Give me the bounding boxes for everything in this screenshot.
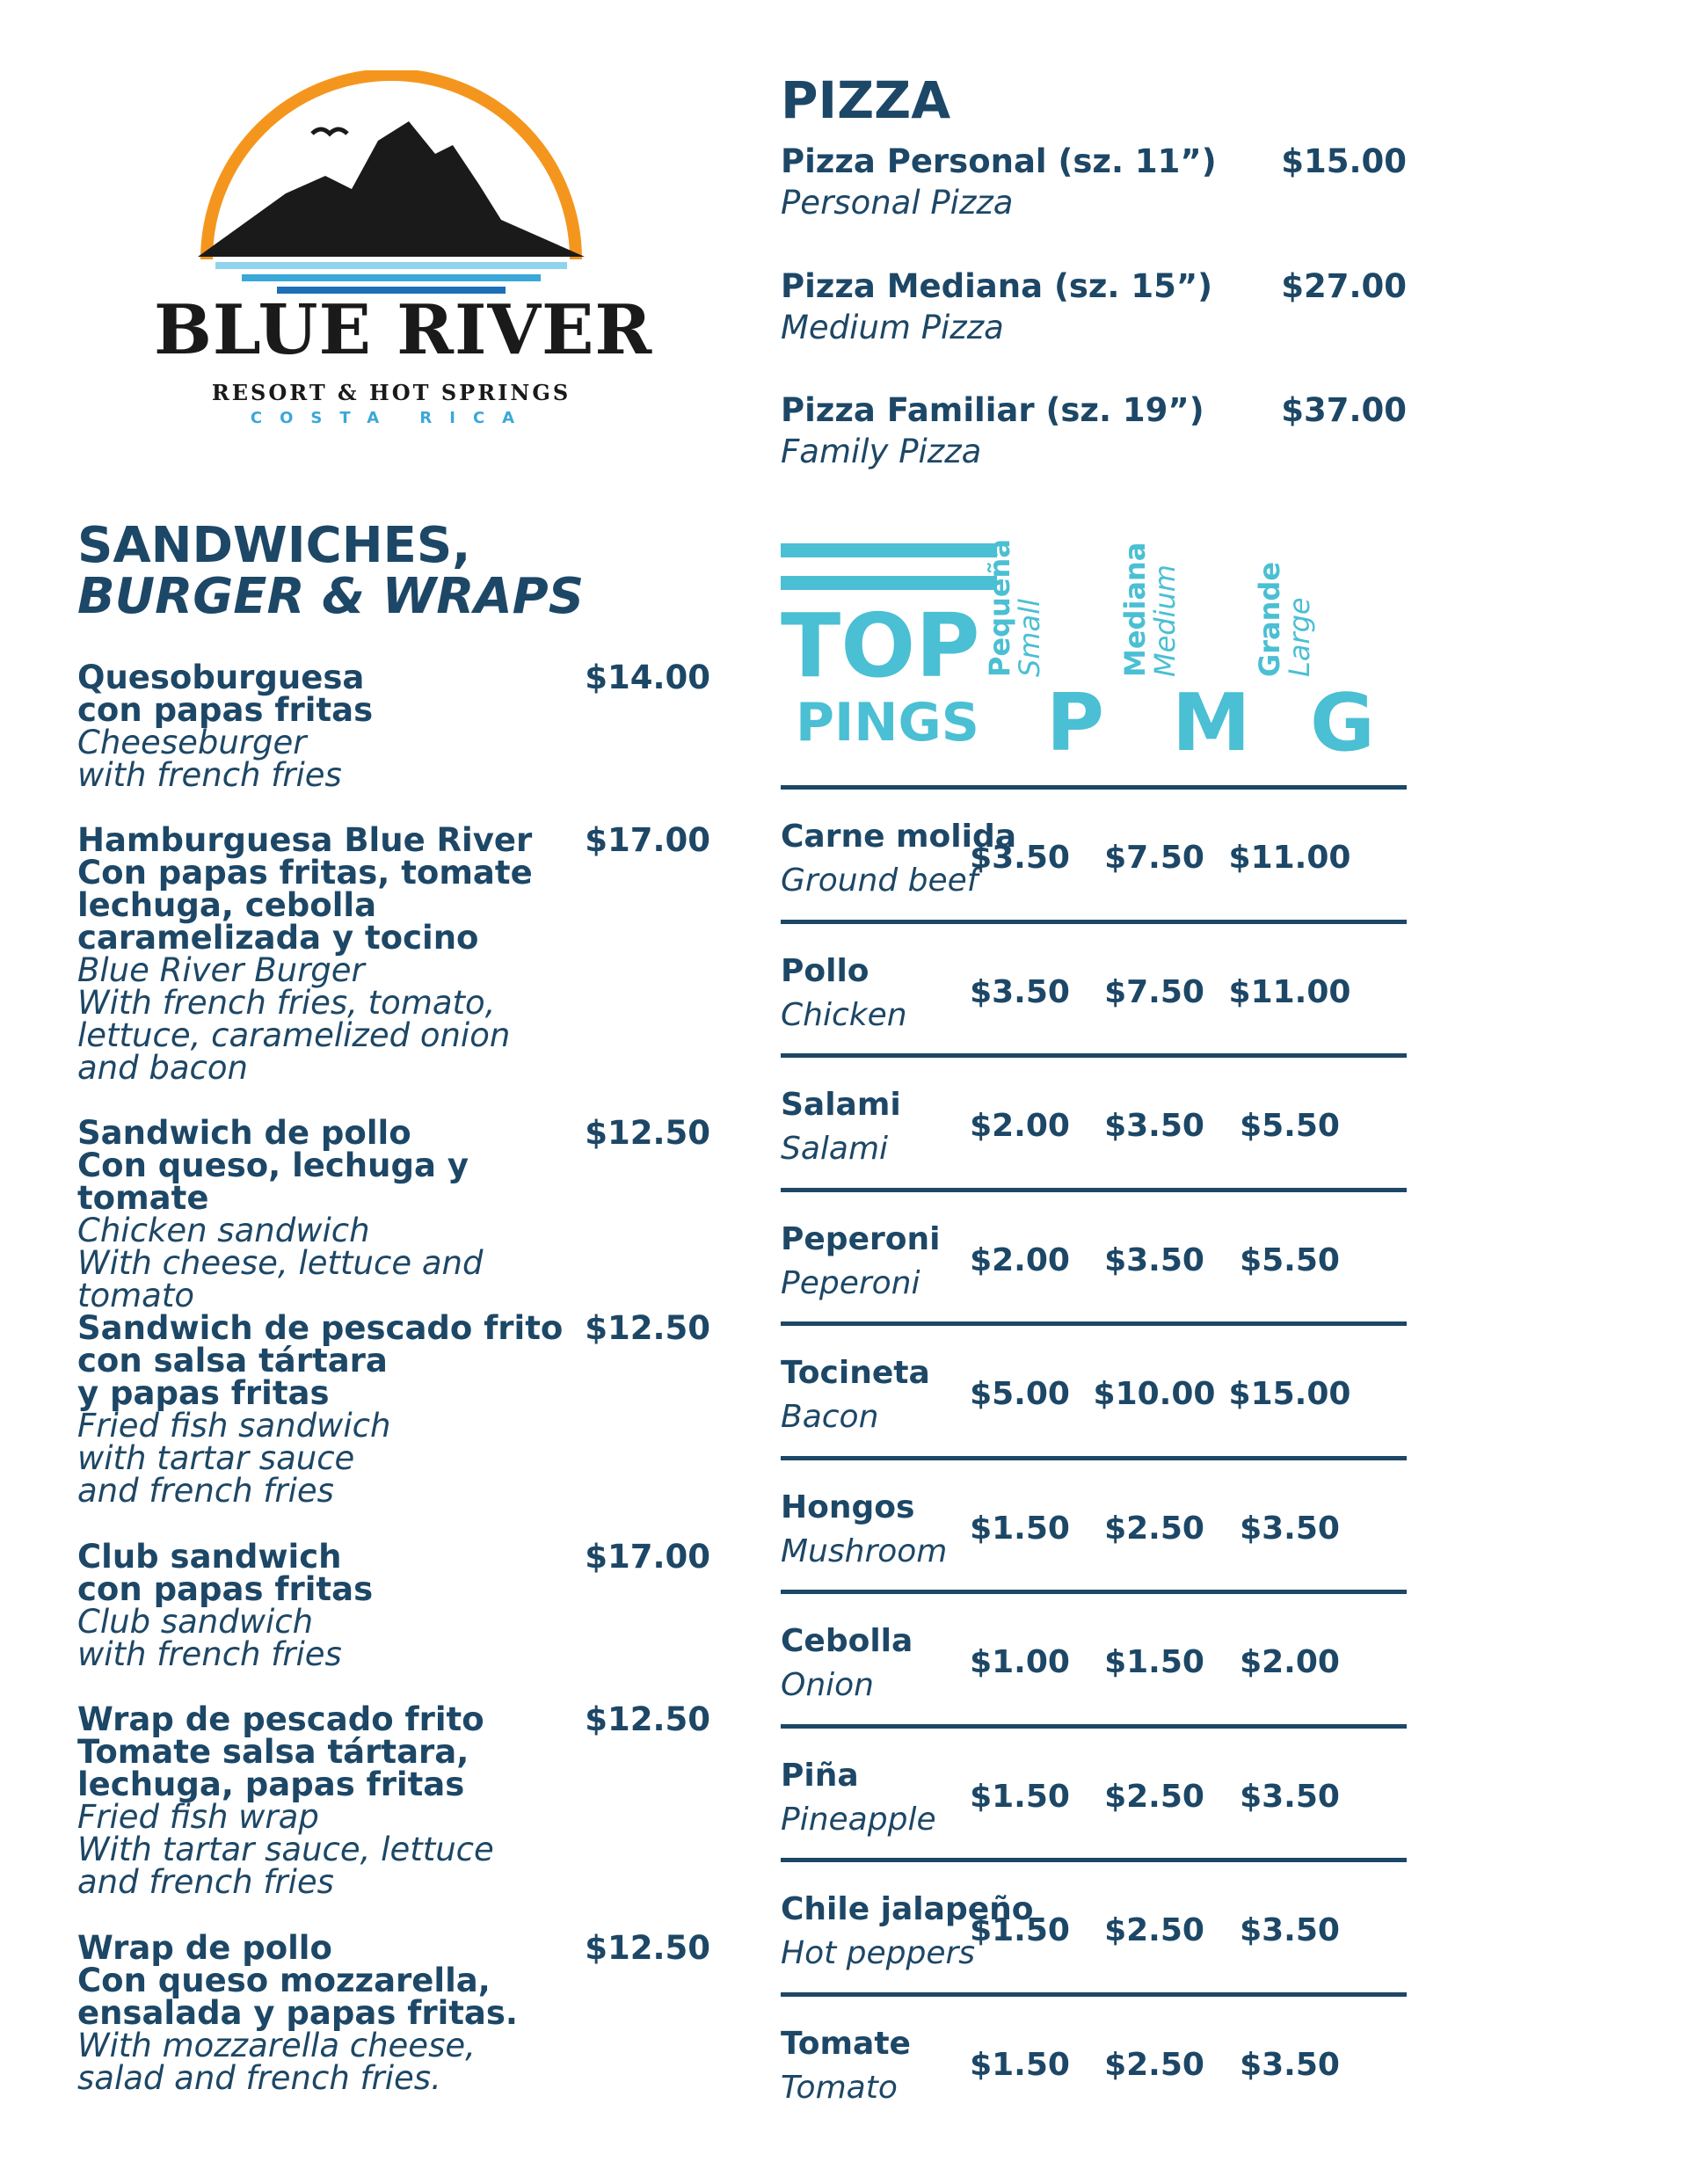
topping-price-g: $2.00 [1240,1644,1340,1680]
topping-name-en: Pineapple [781,1801,936,1838]
size-letter-large: G [1310,677,1375,769]
topping-price-g: $5.50 [1240,1241,1340,1278]
topping-name-es: Pollo [781,952,869,989]
item-price: $12.50 [585,1309,710,1347]
brand-subtitle: RESORT & HOT SPRINGS [211,380,571,405]
sandwiches-title [77,517,585,625]
item-name-es: Hamburguesa Blue River Con papas fritas, tomate lechuga, cebolla caramelizada y tocino [77,821,533,957]
pizza-price: $15.00 [1281,142,1407,180]
topping-price-g: $3.50 [1240,1778,1340,1815]
menu-item [77,659,710,794]
item-name-en: Fried fish sandwich with tartar sauce and french fries [77,1407,391,1510]
sandwiches-title-line2: BURGER & WRAPS [77,568,585,625]
item-name-en: Cheeseburger with french fries [77,724,342,794]
topping-price-m: $2.50 [1104,2046,1204,2083]
topping-price-g: $5.50 [1240,1108,1340,1144]
menu-item [77,1309,710,1510]
menu-item [77,1929,710,2097]
pizza-name: Pizza Mediana (sz. 15”) [781,267,1213,305]
topping-price-g: $3.50 [1240,1912,1340,1948]
pizza-name: Pizza Familiar (sz. 19”) [781,391,1204,429]
topping-price-p: $1.50 [970,1912,1070,1948]
topping-price-m: $2.50 [1104,1912,1204,1948]
topping-name-es: Cebolla [781,1623,913,1659]
size-label-es: Grande [1253,561,1286,677]
sandwiches-title-line1: SANDWICHES, [77,517,471,574]
item-name-en: Blue River Burger With french fries, tomato, lettuce, caramelized onion and bacon [77,951,511,1087]
topping-name-es: Tocineta [781,1355,930,1391]
table-row [781,1456,1407,1590]
topping-name-es: Chile jalapeño [781,1891,1034,1927]
size-label-en: Small [1013,599,1046,677]
table-row [781,1188,1407,1321]
topping-price-m: $3.50 [1104,1241,1204,1278]
pizza-title: PIZZA [781,70,951,130]
table-row [781,1053,1407,1187]
topping-name-en: Onion [781,1667,874,1703]
pizza-price: $27.00 [1281,267,1407,305]
toppings-title-top: TOP [781,594,980,697]
pizza-item [781,141,1407,223]
item-price: $17.00 [585,821,710,859]
size-label-es: Mediana [1118,542,1152,677]
topping-price-m: $10.00 [1093,1376,1216,1412]
pizza-price: $37.00 [1281,391,1407,429]
pizza-name-en: Personal Pizza [781,184,1014,222]
item-price: $12.50 [585,1114,710,1152]
table-row [781,1724,1407,1858]
topping-name-en: Salami [781,1131,889,1167]
brand-logo [154,70,653,440]
topping-price-m: $7.50 [1104,973,1204,1010]
topping-price-g: $11.00 [1228,840,1351,876]
table-row [781,1321,1407,1455]
pizza-name-en: Family Pizza [781,433,982,470]
item-price: $17.00 [585,1538,710,1576]
topping-price-p: $1.00 [970,1644,1070,1680]
topping-price-g: $3.50 [1240,2046,1340,2083]
size-label-en: Medium [1148,564,1182,677]
mountain-sun-icon [154,70,629,299]
topping-price-g: $11.00 [1228,973,1351,1010]
topping-price-m: $1.50 [1104,1644,1204,1680]
menu-item [77,1700,710,1901]
topping-price-p: $1.50 [970,1510,1070,1547]
item-price: $14.00 [585,659,710,696]
topping-price-m: $3.50 [1104,1108,1204,1144]
topping-name-en: Peperoni [781,1264,920,1301]
topping-price-p: $2.00 [970,1108,1070,1144]
topping-name-es: Salami [781,1087,901,1123]
topping-name-en: Tomato [781,2069,898,2106]
table-row [781,1858,1407,1991]
topping-price-g: $3.50 [1240,1510,1340,1547]
menu-item [77,1114,710,1314]
item-name-en: Club sandwich with french fries [77,1603,342,1673]
toppings-title-bottom: PINGS [796,692,979,753]
topping-name-en: Chicken [781,996,907,1033]
topping-price-p: $3.50 [970,840,1070,876]
item-name-es: Wrap de pollo Con queso mozzarella, ensalada y papas fritas. [77,1929,518,2032]
topping-name-es: Peperoni [781,1220,941,1257]
topping-name-en: Ground beef [781,863,979,899]
size-letter-small: P [1046,677,1104,769]
topping-name-en: Bacon [781,1399,879,1435]
topping-price-p: $5.00 [970,1376,1070,1412]
size-label-es: Pequeña [983,539,1016,677]
topping-price-p: $1.50 [970,1778,1070,1815]
item-name-en: Chicken sandwich With cheese, lettuce and tomato [77,1212,484,1314]
item-name-es: Sandwich de pollo Con queso, lechuga y tomate [77,1114,469,1217]
pizza-item [781,266,1407,348]
toppings-bar [781,576,997,590]
topping-price-m: $2.50 [1104,1510,1204,1547]
topping-name-es: Hongos [781,1489,915,1525]
item-price: $12.50 [585,1700,710,1738]
pizza-item [781,389,1407,472]
topping-name-es: Carne molida [781,819,1017,855]
pizza-name: Pizza Personal (sz. 11”) [781,142,1217,180]
table-row [781,920,1407,1053]
brand-country: COSTA RICA [250,409,533,427]
item-name-en: Fried fish wrap With tartar sauce, lettuce and french fries [77,1798,494,1901]
item-price: $12.50 [585,1929,710,1967]
item-name-en: With mozzarella cheese, salad and french fries. [77,2027,476,2097]
topping-price-p: $2.00 [970,1241,1070,1278]
pizza-name-en: Medium Pizza [781,309,1004,346]
menu-item [77,1540,710,1671]
toppings-bar [781,543,997,557]
table-row [781,1992,1407,2126]
size-letter-medium: M [1172,677,1251,769]
item-name-es: Sandwich de pescado frito con salsa tártara y papas fritas [77,1309,564,1412]
topping-name-es: Tomate [781,2025,911,2062]
item-name-es: Wrap de pescado frito Tomate salsa tártara, lechuga, papas fritas [77,1700,484,1803]
topping-price-m: $7.50 [1104,840,1204,876]
topping-name-es: Piña [781,1757,859,1794]
item-name-es: Club sandwich con papas fritas [77,1538,374,1608]
topping-name-en: Hot peppers [781,1935,976,1971]
topping-price-m: $2.50 [1104,1778,1204,1815]
topping-price-p: $3.50 [970,973,1070,1010]
brand-name: BLUE RIVER [154,290,653,370]
item-name-es: Quesoburguesa con papas fritas [77,659,374,729]
size-label-en: Large [1283,597,1316,677]
topping-price-g: $15.00 [1228,1376,1351,1412]
table-row [781,785,1407,919]
topping-name-en: Mushroom [781,1532,948,1569]
table-row [781,1590,1407,1723]
topping-price-p: $1.50 [970,2046,1070,2083]
menu-item [77,821,710,1087]
